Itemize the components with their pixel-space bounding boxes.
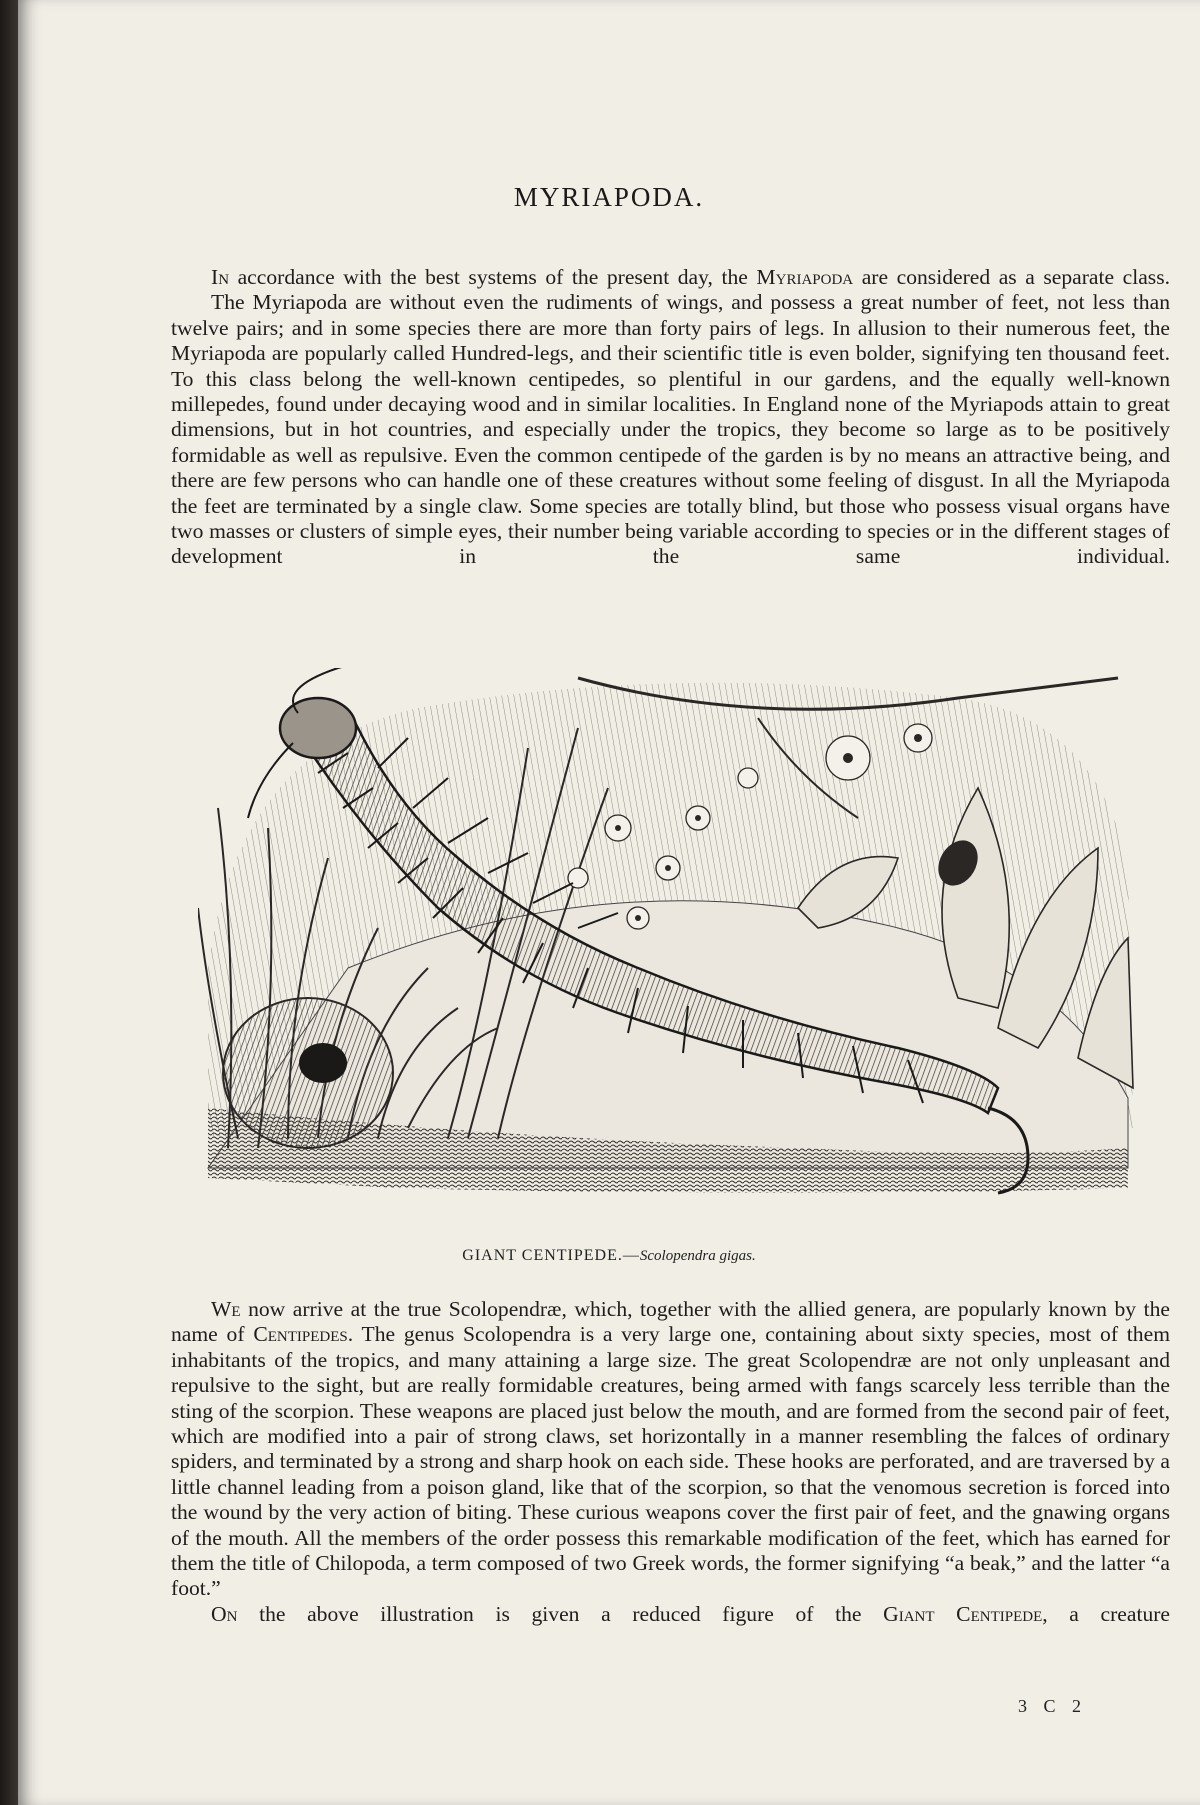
paragraph-text: the above illustration is given a reduced figure of the	[259, 1601, 862, 1626]
paragraph-text: accordance with the best systems of the present day, the	[237, 265, 748, 289]
book-page	[18, 0, 1200, 1805]
book-spine-shadow	[0, 0, 18, 1805]
figure-caption	[18, 1247, 1200, 1265]
intro-text	[171, 265, 1170, 570]
caption-species-name: Scolopendra gigas.	[639, 1248, 756, 1264]
drop-lead-word: On	[211, 1601, 238, 1626]
body-paragraph-4	[171, 1602, 1170, 1627]
body-text	[171, 1297, 1170, 1627]
paragraph-text: The genus Scolopendra is a very large one, containing about sixty species, most of them inhabitants of the tropics, and many attaining a large size. The great Scolopendræ are not only unpleasant and repulsive to the sight, but are really formidable creatures, being armed with fangs scarcely less terrible than the sting of the scorpion. These weapons are placed just below the mouth, and are formed from the second pair of feet, which are modified into a pair of strong claws, set horizontally in a manner resembling the falces of ordinary spiders, and terminated by a strong and sharp hook on each side. These hooks are perforated, and are traversed by a little channel leading from a poison gland, like that of the scorpion, so that the venomous secretion is forced into the wound by the very action of biting. These curious weapons cover the first pair of feet, and the gnawing organs of the mouth. All the members of the order possess this remarkable modification of the feet, which has earned for them the title of Chilopoda, a term composed of two Greek words, the former signifying “a beak,” and the latter “a foot.”	[171, 1322, 1170, 1601]
keyword-centipedes: Centipedes.	[253, 1322, 354, 1347]
drop-lead-word: We	[211, 1297, 241, 1321]
caption-title: GIANT CENTIPEDE.—	[462, 1247, 640, 1264]
drop-lead-word: In	[211, 265, 230, 289]
intro-paragraph-2: The Myriapoda are without even the rudiments of wings, and possess a great number of feet, not less than twelve pairs; and in some species there are more than forty pairs of legs. In allusion to their numerous feet, the Myriapoda are popularly called Hundred-legs, and their scientific title is even bolder, signifying ten thousand feet. To this class belong the well-known centipedes, so plentiful in our gardens, and the equally well-known millepedes, found under decaying wood and in similar localities. In England none of the Myriapods attain to great dimensions, but in hot countries, and especially under the tropics, they become so large as to be positively formidable as well as repulsive. Even the common centipede of the garden is by no means an attractive being, and there are few persons who can handle one of these creatures without some feeling of disgust. In all the Myriapoda the feet are terminated by a single claw. Some species are totally blind, but those who possess visual organs have two masses or clusters of simple eyes, their number being variable according to species or in the different stages of development in the same individual.	[171, 290, 1170, 569]
giant-centipede-illustration	[198, 668, 1138, 1240]
keyword-giant-centipede: Giant Centipede,	[883, 1601, 1048, 1626]
paragraph-text: are considered as a separate class.	[861, 265, 1171, 289]
paragraph-text: a creature	[1069, 1601, 1171, 1626]
paragraph-text: now arrive at the true Scolopendræ, which, together with the allied genera, are popularly known by the name of	[171, 1297, 1170, 1347]
page-title: MYRIAPODA.	[513, 182, 705, 212]
intro-paragraph-1	[171, 265, 1170, 290]
body-paragraph-3	[171, 1297, 1170, 1602]
printer-signature-mark: 3 C 2	[1018, 1696, 1088, 1716]
keyword-myriapoda: Myriapoda	[756, 265, 854, 289]
